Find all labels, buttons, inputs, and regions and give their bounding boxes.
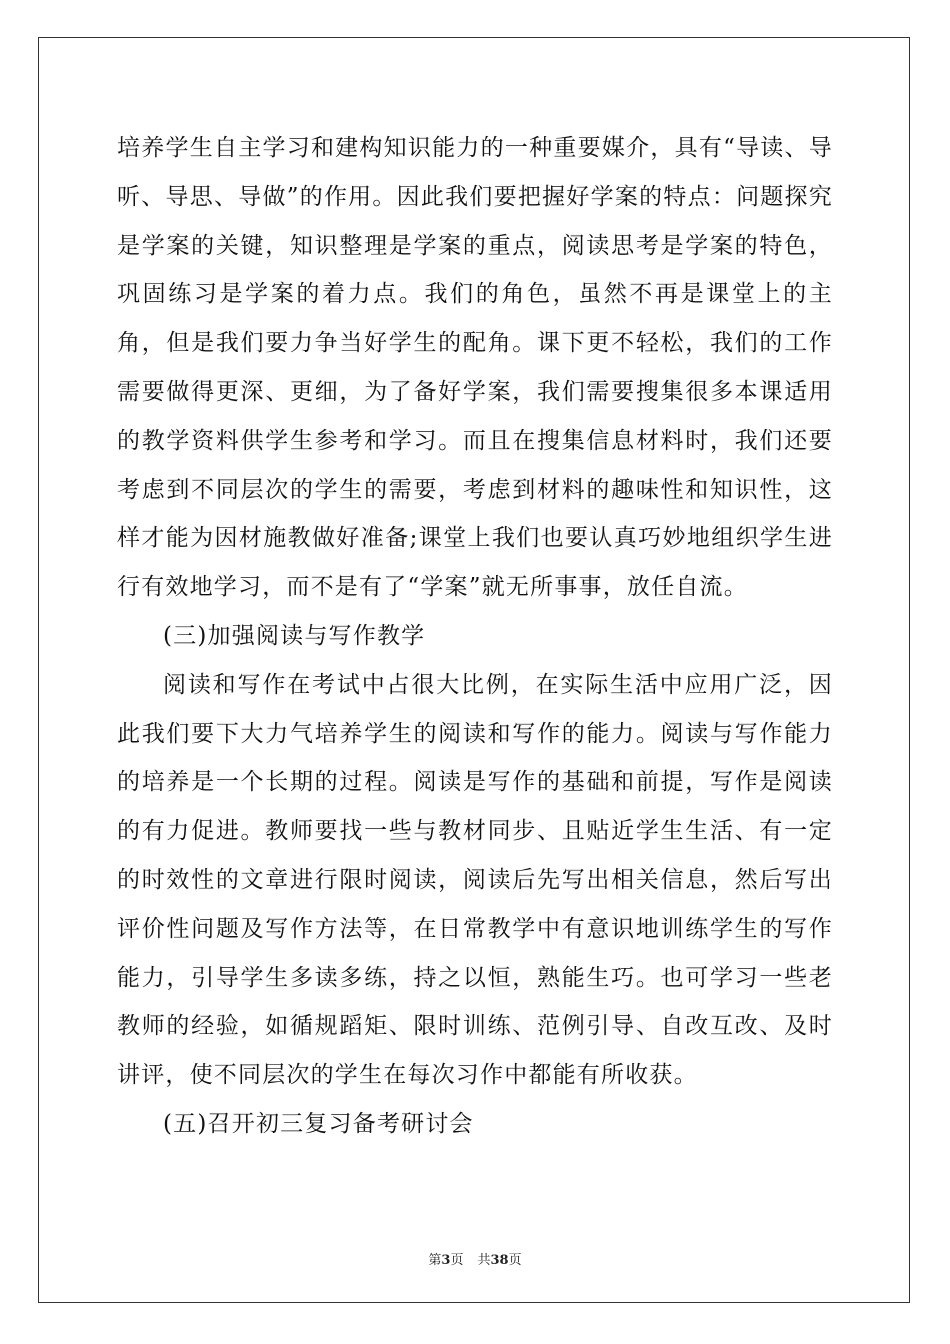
- section-heading-5: (五)召开初三复习备考研讨会: [163, 1110, 474, 1137]
- total-page-count: 38: [490, 1253, 509, 1268]
- footer-page-unit: 页: [450, 1253, 464, 1268]
- section-heading-3: (三)加强阅读与写作教学: [163, 622, 426, 649]
- footer-total-prefix: 共: [477, 1253, 491, 1268]
- document-body: [117, 124, 833, 1149]
- page-footer: [0, 1249, 950, 1268]
- paragraph-1: 培养学生自主学习和建构知识能力的一种重要媒介，具有“导读、导听、导思、导做”的作用。因此我们要把握好学案的特点：问题探究是学案的关键，知识整理是学案的重点，阅读思考是学案的特色，巩固练习是学案的着力点。我们的角色，虽然不再是课堂上的主角，但是我们要力争当好学生的配角。课下更不轻松，我们的工作需要做得更深、更细，为了备好学案，我们需要搜集很多本课适用的教学资料供学生参考和学习。而且在搜集信息材料时，我们还要考虑到不同层次的学生的需要，考虑到材料的趣味性和知识性，这样才能为因材施教做好准备;课堂上我们也要认真巧妙地组织学生进行有效地学习，而不是有了“学案”就无所事事，放任自流。: [117, 135, 833, 601]
- current-page-number: 3: [441, 1253, 451, 1268]
- footer-total-unit: 页: [508, 1253, 522, 1268]
- footer-prefix: 第: [428, 1253, 442, 1268]
- paragraph-2: 阅读和写作在考试中占很大比例，在实际生活中应用广泛，因此我们要下大力气培养学生的阅读和写作的能力。阅读与写作能力的培养是一个长期的过程。阅读是写作的基础和前提，写作是阅读的有力促进。教师要找一些与教材同步、且贴近学生生活、有一定的时效性的文章进行限时阅读，阅读后先写出相关信息，然后写出评价性问题及写作方法等，在日常教学中有意识地训练学生的写作能力，引导学生多读多练，持之以恒，熟能生巧。也可学习一些老教师的经验，如循规蹈矩、限时训练、范例引导、自改互改、及时讲评，使不同层次的学生在每次习作中都能有所收获。: [117, 671, 833, 1089]
